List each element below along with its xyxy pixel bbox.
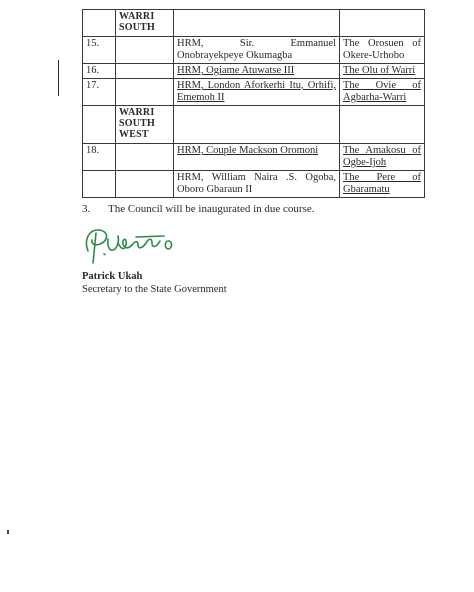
- title-cell: The Pere of Gbaramatu: [340, 171, 425, 198]
- scan-edge-mark: [7, 530, 9, 534]
- title-cell: The Ovie of Agbarha-Warri: [340, 79, 425, 106]
- table-row: [83, 106, 425, 144]
- signature-image: [80, 221, 180, 269]
- title-cell: The Olu of Warri: [340, 64, 425, 79]
- sn-cell: [83, 10, 116, 37]
- closing-paragraph: [82, 203, 442, 215]
- margin-mark: [58, 60, 59, 96]
- paragraph-number: 3.: [82, 203, 91, 215]
- title-cell: The Amakosu of Ogbe-Ijoh: [340, 144, 425, 171]
- lga-cell: [116, 171, 174, 198]
- paragraph-text: The Council will be inaugurated in due course.: [108, 203, 315, 215]
- sn-cell: [83, 171, 116, 198]
- lga-cell: [116, 79, 174, 106]
- title-cell: [340, 106, 425, 144]
- table-row: [83, 10, 425, 37]
- table-row: [83, 144, 425, 171]
- lga-cell: [116, 37, 174, 64]
- table-row: [83, 64, 425, 79]
- lga-cell: [116, 64, 174, 79]
- council-table: [82, 9, 425, 198]
- name-cell: HRM, Couple Mackson Oromoni: [174, 144, 340, 171]
- table-row: [83, 79, 425, 106]
- lga-cell: WARRI SOUTH: [116, 10, 174, 37]
- sn-cell: 16.: [83, 64, 116, 79]
- name-cell: [174, 10, 340, 37]
- title-cell: [340, 10, 425, 37]
- sn-cell: [83, 106, 116, 144]
- title-cell: The Orosuen of Okere-Urhobo: [340, 37, 425, 64]
- table-row: [83, 37, 425, 64]
- name-cell: [174, 106, 340, 144]
- name-cell: HRM, William Naira .S. Ogoba, Oboro Gbaraun II: [174, 171, 340, 198]
- signatory-name: Patrick Ukah: [82, 271, 143, 282]
- table-row: [83, 171, 425, 198]
- name-cell: HRM, Sir. Emmanuel Onobrayekpeye Okumagba: [174, 37, 340, 64]
- name-cell: HRM, Ogiame Atuwatse III: [174, 64, 340, 79]
- lga-cell: WARRI SOUTH WEST: [116, 106, 174, 144]
- sn-cell: 15.: [83, 37, 116, 64]
- signatory-title: Secretary to the State Government: [82, 284, 227, 295]
- lga-cell: [116, 144, 174, 171]
- name-cell: HRM, London Aforkerhi Itu, Orhifi, Ememoh II: [174, 79, 340, 106]
- sn-cell: 17.: [83, 79, 116, 106]
- sn-cell: 18.: [83, 144, 116, 171]
